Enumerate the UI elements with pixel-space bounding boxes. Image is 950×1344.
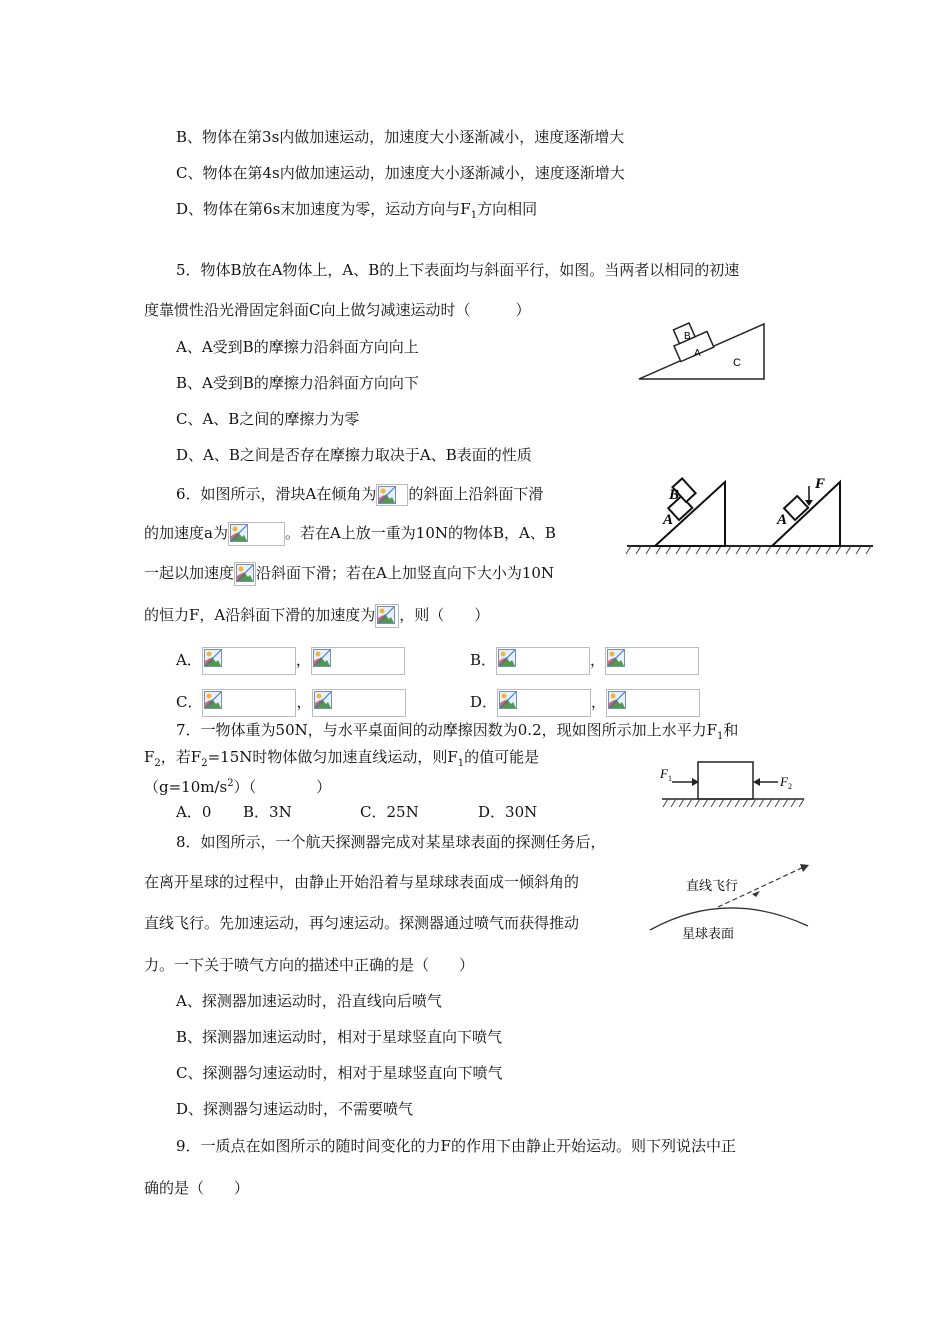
q8-stem-line1: 8．如图所示，一个航天探测器完成对某星球表面的探测任务后， [176,833,606,851]
q7-fig-label-f1-sub: 1 [668,774,672,783]
q6-stem-line3: 一起以加速度 沿斜面下滑；若在A上加竖直向下大小为10N [144,562,554,586]
q5-stem-line1: 5．物体B放在A物体上，A、B的上下表面均与斜面平行，如图。当两者以相同的初速 [176,261,740,279]
q7-option-b: B．3N [243,803,292,821]
q6-option-a: A． ， [176,647,405,675]
q6-fig-label-a1: A [663,512,674,528]
q5-option-c: C、A、B之间的摩擦力为零 [176,410,360,428]
q8-probe-figure [646,852,816,952]
q8-stem-line2: 在离开星球的过程中，由静止开始沿着与星球球表面成一倾斜角的 [144,873,580,891]
q6-incline-figure [625,472,875,556]
q8-fig-label-line: 直线飞行 [686,879,739,894]
q6-fig-label-b: B [669,487,680,503]
q5-label-a: A [694,348,701,359]
q4-option-b: B、物体在第3s内做加速运动，加速度大小逐渐减小，速度逐渐增大 [176,128,625,146]
formula-image-icon [228,522,285,546]
q5-option-a: A、A受到B的摩擦力沿斜面方向向上 [176,338,419,356]
q7-fig-label-f1: F [660,766,668,781]
q7-option-d: D．30N [478,803,538,821]
q4-option-c: C、物体在第4s内做加速运动，加速度大小逐渐减小，速度逐渐增大 [176,164,625,182]
q7-fig-label-f2: F [780,774,788,789]
q4-option-d: D、物体在第6s末加速度为零，运动方向与$F_1$方向相同 [176,200,538,221]
formula-image-icon [496,647,590,675]
q5-incline-figure [636,316,771,384]
q6-fig-label-a2: A [777,512,788,528]
formula-image-icon [605,647,699,675]
q8-stem-line4: 力。一下关于喷气方向的描述中正确的是（ ） [144,956,475,974]
q6-option-b: B． ， [470,647,699,675]
formula-image-icon [234,562,256,586]
formula-image-icon [202,689,296,717]
q8-option-a: A、探测器加速运动时，沿直线向后喷气 [176,992,442,1010]
formula-image-icon [202,647,296,675]
q5-label-c: C [733,357,741,369]
formula-image-icon [375,604,399,628]
q6-fig-label-f: F [815,476,826,492]
q7-option-c: C．25N [360,803,419,821]
q8-fig-label-surface: 星球表面 [682,927,735,942]
q8-option-c: C、探测器匀速运动时，相对于星球竖直向下喷气 [176,1064,503,1082]
q8-stem-line3: 直线飞行。先加速运动，再匀速运动。探测器通过喷气而获得推动 [144,914,580,932]
q6-stem-line4: 的恒力F，A沿斜面下滑的加速度为 ，则（ ） [144,604,489,628]
q6-option-c: C． ， [176,689,406,717]
q8-option-b: B、探测器加速运动时，相对于星球竖直向下喷气 [176,1028,503,1046]
q5-option-b: B、A受到B的摩擦力沿斜面方向向下 [176,374,419,392]
q5-label-b: B [684,331,691,342]
q7-stem-line3: $(g=10m/s^2)$（ ） [144,778,332,796]
q7-fig-label-f2-sub: 2 [788,782,792,791]
formula-image-icon [312,689,406,717]
formula-image-icon [376,484,408,506]
formula-image-icon [606,689,700,717]
formula-image-icon [497,689,591,717]
q9-stem-line2: 确的是（ ） [144,1179,250,1197]
q5-stem-line2: 度靠惯性沿光滑固定斜面C向上做匀减速运动时（ ） [144,301,531,319]
q7-block-figure [658,758,808,812]
formula-image-icon [311,647,405,675]
q7-option-a: A．0 [176,803,212,821]
q6-stem-line2: 的加速度a为 。若在A上放一重为10N的物体B，A、B [144,522,556,546]
q6-option-d: D． ， [470,689,700,717]
q5-option-d: D、A、B之间是否存在摩擦力取决于A、B表面的性质 [176,446,532,464]
q8-option-d: D、探测器匀速运动时，不需要喷气 [176,1100,414,1118]
q7-stem-line1: 7．一物体重为50N，与水平桌面间的动摩擦因数为0.2，现如图所示加上水平力$F_1$和 [176,721,739,742]
q7-stem-line2: $F_2$，若$F_2=15N$时物体做匀加速直线运动，则$F_1$的值可能是 [144,748,540,769]
q9-stem-line1: 9．一质点在如图所示的随时间变化的力F的作用下由静止开始运动。则下列说法中正 [176,1137,736,1155]
q6-stem-line1: 6．如图所示，滑块A在倾角为 的斜面上沿斜面下滑 [176,484,543,506]
